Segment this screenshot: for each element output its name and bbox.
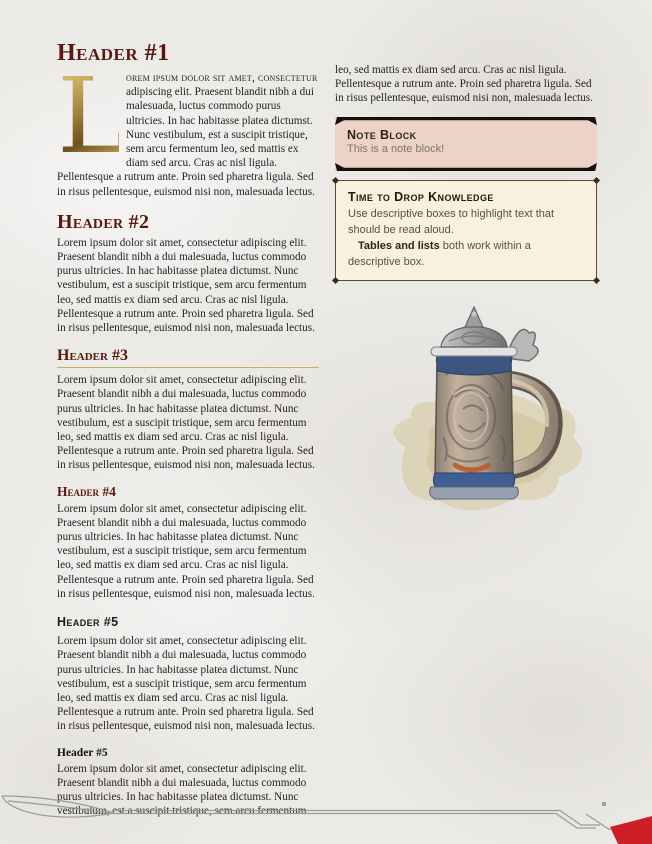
note-text: This is a note block! xyxy=(347,142,445,155)
header-3: Header #3 xyxy=(57,346,319,368)
paragraph: Lorem ipsum dolor sit amet, consectetur adipiscing elit. Praesent blandit nibh a dui malesuada, luctus commodo purus ultricies. In hac habitasse platea dictumst. Nunc vestibulum, est a suscipit tristique, sem arcu fermentum leo, sed mattis ex diam sed arcu. Cras ac nisl ligula. Pellentesque a rutrum ante. Proin sed pharetra ligula. Sed in risus pellentesque, euismod nisi non, malesuada lectus. xyxy=(57,374,315,472)
beer-stein-illustration xyxy=(361,305,597,527)
corner-dot-icon xyxy=(332,277,339,284)
descriptive-text-line1: Use descriptive boxes to highlight text that should be read aloud. xyxy=(348,208,555,237)
lead-smallcaps-text: orem ipsum dolor sit amet, consectetur xyxy=(126,72,318,84)
header-1: Header #1 xyxy=(57,40,170,66)
paragraph-truncated: Lorem ipsum dolor sit amet, consectetur adipiscing elit. Praesent blandit nibh a dui malesuada, luctus commodo purus ultricies. In hac habitasse platea dictumst. Nunc vestibulum, est a suscipit tristique, sem arcu fermentum xyxy=(57,762,307,818)
descriptive-title: Time to Drop Knowledge xyxy=(348,189,494,204)
note-block xyxy=(335,117,597,171)
header-5-bold: Header #5 xyxy=(57,746,108,759)
paragraph: Lorem ipsum dolor sit amet, consectetur adipiscing elit. Praesent blandit nibh a dui malesuada, luctus commodo purus ultricies. In hac habitasse platea dictumst. Nunc vestibulum, est a suscipit tristique, sem arcu fermentum leo, sed mattis ex diam sed arcu. Cras ac nisl ligula. Pellentesque a rutrum ante. Proin sed pharetra ligula. Sed in risus pellentesque, euismod nisi non, malesuada lectus. xyxy=(57,635,315,733)
descriptive-text-rest: both work within a descriptive box. xyxy=(348,240,531,269)
paragraph-intro xyxy=(57,54,319,199)
right-column xyxy=(335,40,597,819)
header-5: Header #5 xyxy=(57,615,119,630)
drop-cap-letter: L xyxy=(57,54,128,177)
left-column xyxy=(57,40,319,819)
paragraph: Lorem ipsum dolor sit amet, consectetur adipiscing elit. Praesent blandit nibh a dui malesuada, luctus commodo purus ultricies. In hac habitasse platea dictumst. Nunc vestibulum, est a suscipit tristique, sem arcu fermentum leo, sed mattis ex diam sed arcu. Cras ac nisl ligula. Pellentesque a rutrum ante. Proin sed pharetra ligula. Sed in risus pellentesque, euismod nisi non, malesuada lectus. xyxy=(57,502,315,600)
corner-dot-icon xyxy=(332,177,339,184)
paragraph-text: adipiscing elit. Praesent blandit nibh a dui malesuada, luctus commodo purus ultricies. In hac habitasse platea dictumst. Nunc vestibulum, est a suscipit tristique, sem arcu fermentum leo, sed mattis ex diam sed arcu. Cras ac nisl ligula. Pellentesque a rutrum ante. Proin sed pharetra ligula. Sed in risus pellentesque, euismod nisi non, malesuada lectus. xyxy=(57,86,315,198)
header-4: Header #4 xyxy=(57,483,116,499)
note-ribbon-top-bar xyxy=(335,117,597,125)
note-body xyxy=(335,125,597,163)
note-ribbon-bottom-bar xyxy=(335,163,597,171)
paragraph-continuation: leo, sed mattis ex diam sed arcu. Cras ac nisl ligula. Pellentesque a rutrum ante. Proin sed pharetra ligula. Sed in risus pellentesque, euismod nisi non, malesuada lectus. xyxy=(335,64,593,105)
corner-dot-icon xyxy=(593,277,600,284)
descriptive-text-line2 xyxy=(348,238,584,270)
descriptive-box xyxy=(335,180,597,281)
header-2: Header #2 xyxy=(57,210,150,233)
corner-dot-icon xyxy=(593,177,600,184)
note-title: Note Block xyxy=(347,127,417,142)
paragraph: Lorem ipsum dolor sit amet, consectetur adipiscing elit. Praesent blandit nibh a dui malesuada, luctus commodo purus ultricies. In hac habitasse platea dictumst. Nunc vestibulum, est a suscipit tristique, sem arcu fermentum leo, sed mattis ex diam sed arcu. Cras ac nisl ligula. Pellentesque a rutrum ante. Proin sed pharetra ligula. Sed in risus pellentesque, euismod nisi non, malesuada lectus. xyxy=(57,236,315,335)
descriptive-bold-lead: Tables and lists xyxy=(358,240,440,253)
